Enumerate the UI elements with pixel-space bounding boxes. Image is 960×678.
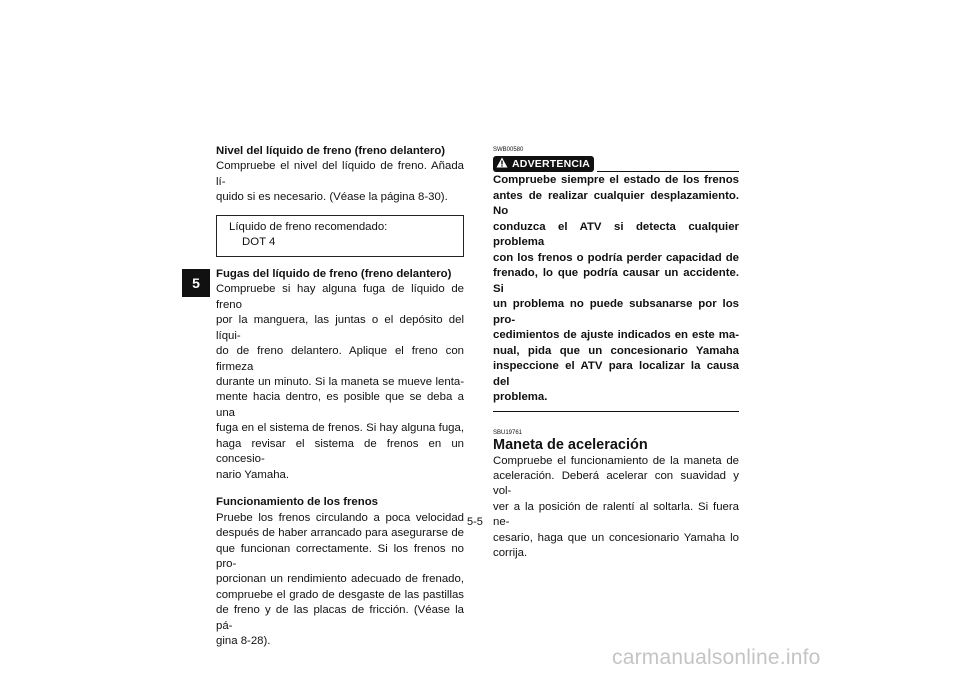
watermark: carmanualsonline.info [612,646,821,669]
text-line: de freno y de las placas de fricción. (Véase la pá- [216,604,464,632]
text-line: compruebe el grado de desgaste de las pastillas [216,588,464,601]
left-column [216,144,464,650]
text-line: nual, pida que un concesionario Yamaha [493,344,739,357]
text-line: fuga en el sistema de frenos. Si hay alguna fuga, [216,422,464,435]
text-line: aceleración. Deberá acelerar con suavidad y vol- [493,469,739,498]
text-line: Compruebe el funcionamiento de la maneta de [493,454,739,467]
text-line: un problema no puede subsanarse por los pro- [493,298,739,326]
text-line: problema. [493,391,548,403]
text-line: por la manguera, las juntas o el depósito del líqui- [216,314,464,342]
text-line: Compruebe siempre el estado de los frenos [493,174,739,186]
text-line: do de freno delantero. Aplique el freno con firmeza [216,345,464,373]
warning-label: ADVERTENCIA [512,158,591,170]
text-line: frenado, lo que podría causar un accidente. Si [493,267,739,295]
brake-fluid-leak-heading: Fugas del líquido de freno (freno delantero) [216,267,452,280]
chapter-tab: 5 [182,269,210,297]
text-line: inspeccione el ATV para localizar la causa del [493,360,739,388]
text-line: mente hacia dentro, es posible que se deba a una [216,391,464,419]
warning-code: SWB00580 [493,147,524,153]
text-line: porcionan un rendimiento adecuado de frenado, [216,573,464,586]
spec-value: DOT 4 [242,236,276,249]
text-line: después de haber arrancado para asegurarse de [216,527,464,540]
warning-triangle-icon [496,157,508,171]
section-code: SBU19761 [493,429,523,436]
text-line: haga revisar el sistema de frenos en un concesio- [216,437,464,466]
throttle-lever-title: Maneta de aceleración [493,436,648,453]
text-line: Pruebe los frenos circulando a poca velocidad [216,511,464,524]
spec-label: Líquido de freno recomendado: [229,220,388,233]
text-line: que funcionan correctamente. Si los frenos no pro- [216,542,464,570]
brake-fluid-leak-text [216,282,464,483]
text-line: Compruebe si hay alguna fuga de líquido de freno [216,283,464,311]
brake-fluid-spec-box [216,215,464,257]
text-line: antes de realizar cualquier desplazamiento. No [493,189,739,217]
brake-fluid-level-heading: Nivel del líquido de freno (freno delantero) [216,145,446,157]
text-line: cedimientos de ajuste indicados en este ma- [493,329,739,341]
page-number: 5-5 [467,516,483,528]
text-line: durante un minuto. Si la maneta se mueve lenta- [216,375,464,388]
warning-header [493,156,739,172]
brake-fluid-level-text [216,159,464,205]
text-line: ver a la posición de ralentí al soltarla. Si fuera ne- [493,500,739,529]
text-line: corrija. [493,547,528,560]
text-line: gina 8-28). [216,635,271,648]
warning-text [493,173,739,406]
brake-operation-text [216,511,464,650]
text-line: cesario, haga que un concesionario Yamaha lo [493,531,739,544]
text-line: Compruebe el nivel del líquido de freno. Añada lí- [216,160,464,188]
right-column [493,146,739,562]
text-line: nario Yamaha. [216,468,290,481]
text-line: con los frenos o podría perder capacidad de [493,251,739,264]
warning-badge [493,156,594,172]
throttle-lever-text [493,454,739,562]
text-line: quido si es necesario. (Véase la página 8-30). [216,191,448,204]
brake-operation-heading: Funcionamiento de los frenos [216,496,379,509]
text-line: conduzca el ATV si detecta cualquier problema [493,220,739,248]
